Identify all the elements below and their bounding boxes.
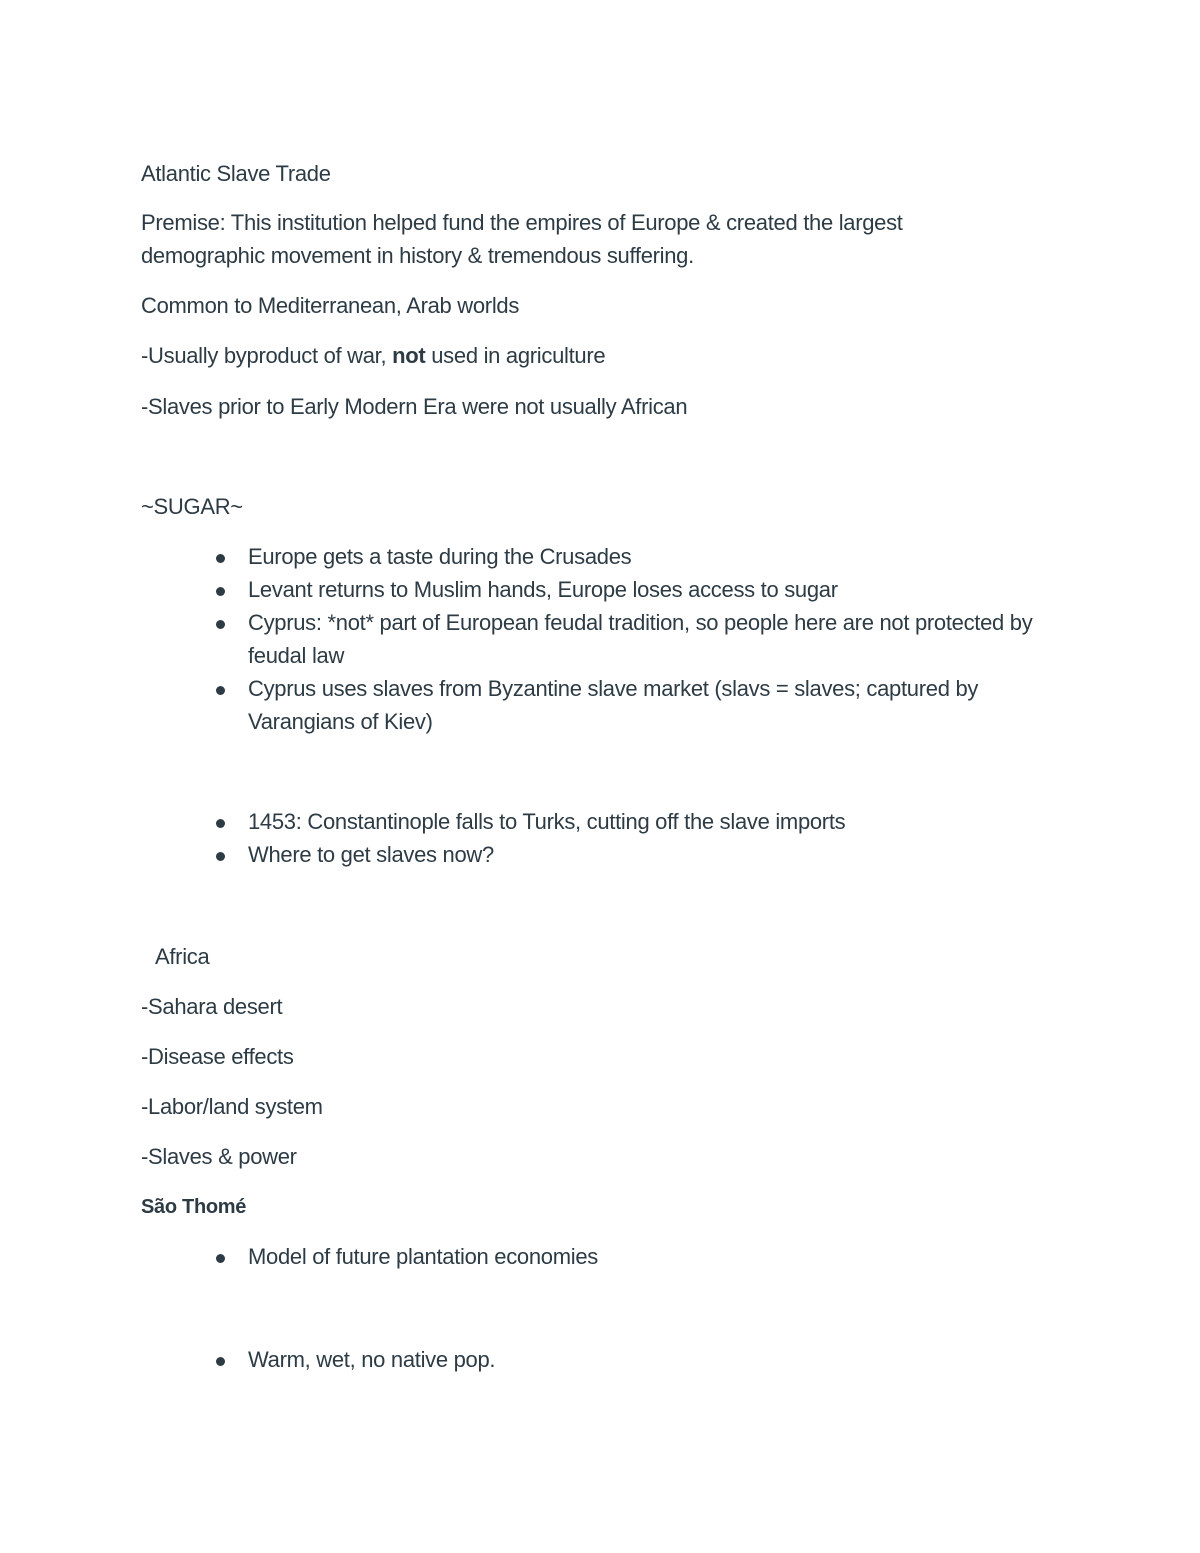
list-item: 1453: Constantinople falls to Turks, cutting off the slave imports: [213, 805, 1048, 838]
usually-text-bold: not: [392, 343, 426, 368]
list-item: Model of future plantation economies: [213, 1240, 1048, 1273]
sao-thome-heading: São Thomé: [141, 1196, 247, 1218]
document-title: Atlantic Slave Trade: [141, 161, 331, 186]
africa-item: -Slaves & power: [141, 1144, 297, 1169]
list-item: Europe gets a taste during the Crusades: [213, 540, 1048, 573]
list-item: Warm, wet, no native pop.: [213, 1343, 1048, 1376]
africa-item: -Disease effects: [141, 1044, 294, 1069]
bullet-icon: [216, 554, 225, 563]
list-item: Where to get slaves now?: [213, 838, 1048, 871]
usually-line: [141, 339, 605, 372]
bullet-icon: [216, 587, 225, 596]
bullet-icon: [216, 686, 225, 695]
africa-item: -Labor/land system: [141, 1094, 323, 1119]
bullet-icon: [216, 1254, 225, 1263]
sugar-heading: ~SUGAR~: [141, 494, 243, 519]
list-item: Cyprus: *not* part of European feudal tradition, so people here are not protected by feudal law: [213, 606, 1048, 672]
slaves-prior-line: -Slaves prior to Early Modern Era were not usually African: [141, 394, 688, 419]
constantinople-bullet-list: [213, 805, 1048, 871]
bullet-icon: [216, 852, 225, 861]
common-line: Common to Mediterranean, Arab worlds: [141, 293, 520, 318]
africa-item: -Sahara desert: [141, 994, 283, 1019]
bullet-icon: [216, 620, 225, 629]
bullet-icon: [216, 819, 225, 828]
usually-text-after: used in agriculture: [425, 343, 606, 368]
sao-thome-bullet-list-2: [213, 1343, 1048, 1376]
sugar-bullet-list: [213, 540, 1048, 738]
africa-heading: Africa: [155, 944, 210, 969]
list-item: Levant returns to Muslim hands, Europe loses access to sugar: [213, 573, 1048, 606]
bullet-icon: [216, 1357, 225, 1366]
sao-thome-bullet-list-1: [213, 1240, 1048, 1273]
premise-paragraph: Premise: This institution helped fund the empires of Europe & created the largest demographic movement in history & tremendous suffering.: [141, 210, 903, 268]
list-item: Cyprus uses slaves from Byzantine slave market (slavs = slaves; captured by Varangians of Kiev): [213, 672, 1048, 738]
usually-text-before: -Usually byproduct of war,: [141, 343, 393, 368]
